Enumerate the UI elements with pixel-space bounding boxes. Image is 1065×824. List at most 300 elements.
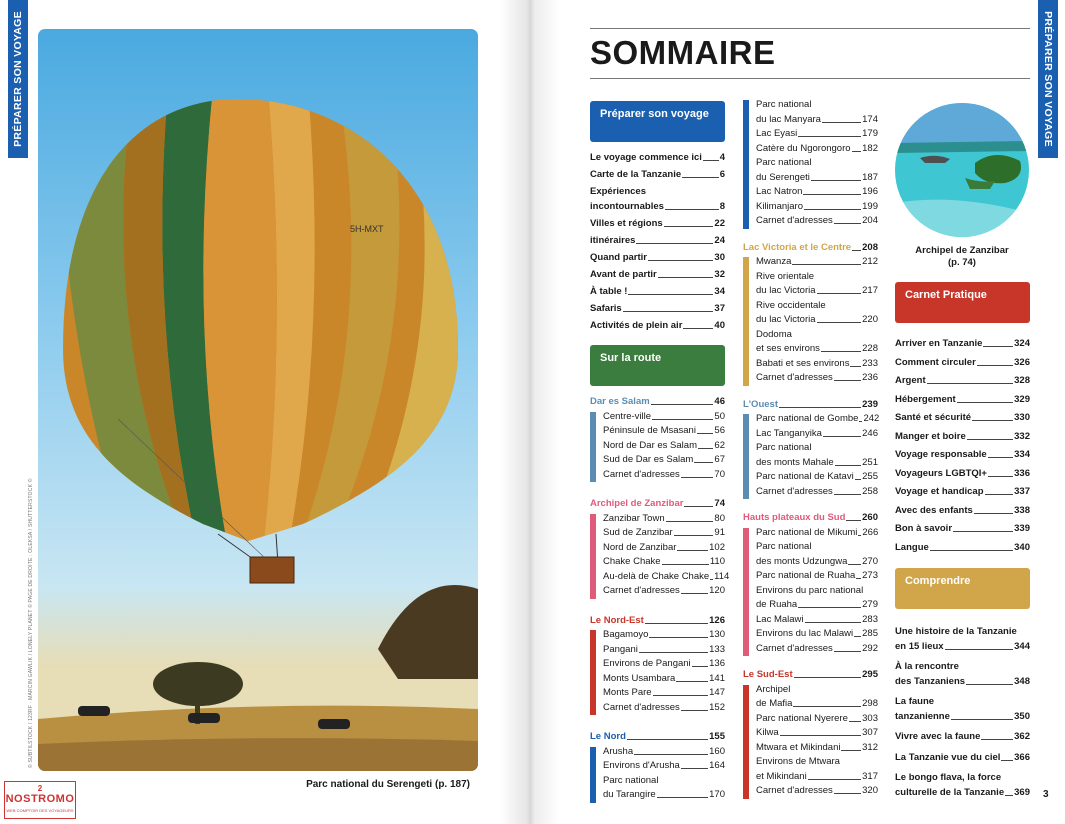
- toc-page-number: 266: [862, 526, 879, 538]
- toc-leader-dots: [694, 462, 713, 463]
- toc-entry: [895, 375, 1030, 387]
- toc-leader-dots: [858, 535, 861, 536]
- toc-leader-dots: [683, 328, 713, 329]
- toc-page-number: 329: [1014, 393, 1030, 405]
- toc-page-number: 120: [709, 585, 725, 596]
- toc-leader-dots: [856, 578, 861, 579]
- toc-page-number: 362: [1014, 731, 1030, 742]
- toc-page-number: 350: [1014, 710, 1030, 722]
- region-heading: [590, 498, 725, 510]
- toc-leader-dots: [834, 651, 861, 652]
- toc-page-number: 260: [862, 512, 878, 523]
- toc-leader-dots: [988, 457, 1013, 458]
- toc-page-number: 258: [862, 485, 878, 497]
- toc-page-number: 217: [862, 285, 878, 296]
- toc-leader-dots: [834, 223, 861, 224]
- toc-page-number: 279: [862, 599, 878, 610]
- toc-page-number: 155: [709, 731, 725, 742]
- toc-page-number: 251: [862, 456, 878, 468]
- toc-entry-title: Lac Eyasi: [756, 128, 798, 139]
- page-number: 3: [1043, 789, 1049, 800]
- toc-leader-dots: [821, 351, 861, 352]
- toc-entry-title: du Tarangire: [603, 789, 656, 800]
- toc-entry-line1: Parc national: [603, 774, 659, 786]
- toc-entry-title: Carnet d'adresses: [756, 485, 833, 497]
- toc-page-number: 339: [1014, 523, 1030, 534]
- toc-entry: [756, 457, 878, 469]
- toc-entry: [590, 201, 725, 213]
- toc-page-number: 174: [862, 113, 878, 125]
- toc-entry: [895, 676, 1030, 688]
- toc-entry-title: Monts Usambara: [603, 672, 676, 684]
- toc-leader-dots: [792, 264, 861, 265]
- toc-entry-line1: Le bongo flava, la force: [895, 772, 1002, 783]
- toc-entry-title: Carnet d'adresses: [603, 468, 680, 480]
- toc-leader-dots: [859, 421, 862, 422]
- toc-entry-line1: Parc national: [756, 442, 812, 453]
- region-color-bar: [743, 257, 749, 386]
- toc-page-number: 233: [862, 357, 878, 369]
- region-heading: [590, 731, 725, 743]
- toc-entry: [895, 338, 1030, 350]
- toc-entry-title: Santé et sécurité: [895, 412, 972, 423]
- toc-page-number: 102: [709, 541, 725, 553]
- region-color-bar: [743, 528, 749, 657]
- toc-entry-title: et Mikindani: [756, 770, 807, 782]
- toc-leader-dots: [817, 322, 862, 323]
- toc-entry-title: Parc national de Gombe: [756, 413, 859, 424]
- side-tab-right-label: PRÉPARER SON VOYAGE: [1042, 11, 1055, 147]
- toc-leader-dots: [974, 513, 1013, 514]
- toc-leader-dots: [794, 677, 862, 678]
- toc-entry-line1: Environs du parc national: [756, 584, 864, 596]
- toc-leader-dots: [985, 494, 1014, 495]
- toc-leader-dots: [945, 649, 1014, 650]
- toc-entry: [590, 303, 725, 315]
- toc-leader-dots: [983, 346, 1013, 347]
- toc-entry: [603, 746, 725, 758]
- toc-page-number: 338: [1014, 504, 1030, 516]
- toc-entry: [895, 357, 1030, 369]
- toc-entry: [895, 449, 1030, 461]
- toc-leader-dots: [957, 402, 1013, 403]
- side-tab-left-label: PRÉPARER SON VOYAGE: [12, 11, 25, 147]
- toc-entry-title: des monts Mahale: [756, 456, 834, 468]
- toc-entry: [756, 314, 878, 326]
- toc-page-number: 255: [862, 471, 878, 482]
- toc-entry-title: du Serengeti: [756, 171, 810, 183]
- photo-credit: © SUBTILSTOCK / 123RF · MARCIN GAWLIK / LONELY PLANET © PAGE DE DROITE : OLEKSA / SHUTTERSTOCK ©: [28, 478, 34, 768]
- toc-entry-title: Mwanza: [756, 256, 792, 267]
- toc-entry: [756, 486, 878, 498]
- toc-leader-dots: [658, 277, 714, 278]
- toc-page-number: 307: [862, 727, 878, 738]
- toc-entry-title: du lac Victoria: [756, 285, 816, 296]
- toc-entry-title: Voyage responsable: [895, 449, 987, 460]
- toc-page-number: 326: [1014, 356, 1030, 368]
- toc-entry-title: itinéraires: [590, 234, 636, 246]
- toc-entry-title: Le voyage commence ici: [590, 152, 702, 163]
- toc-leader-dots: [822, 122, 861, 123]
- toc-entry: [590, 235, 725, 247]
- toc-entry-title: Environs de Pangani: [603, 658, 691, 669]
- toc-page-number: 334: [1014, 449, 1030, 460]
- toc-entry: [895, 505, 1030, 517]
- toc-entry: [603, 644, 725, 656]
- toc-page-number: 152: [709, 701, 725, 713]
- side-tab-right: [1038, 0, 1058, 158]
- toc-page-number: 32: [714, 268, 725, 280]
- toc-entry: [603, 789, 725, 801]
- toc-leader-dots: [835, 465, 862, 466]
- toc-leader-dots: [967, 439, 1013, 440]
- toc-entry: [756, 285, 878, 297]
- toc-entry-title: Avec des enfants: [895, 504, 973, 516]
- zanzibar-caption: Archipel de Zanzibar (p. 74): [915, 245, 1009, 268]
- toc-entry: [895, 752, 1030, 764]
- toc-leader-dots: [634, 754, 708, 755]
- toc-entry: [590, 286, 725, 298]
- toc-entry: [895, 641, 1030, 653]
- toc-leader-dots: [639, 652, 708, 653]
- toc-page-number: 220: [862, 314, 878, 325]
- region-color-bar: [590, 630, 596, 715]
- toc-leader-dots: [649, 637, 708, 638]
- toc-leader-dots: [849, 721, 861, 722]
- toc-entry: [895, 486, 1030, 498]
- toc-entry: [603, 469, 725, 481]
- toc-leader-dots: [803, 194, 861, 195]
- toc-page-number: 332: [1014, 430, 1030, 442]
- toc-page-number: 344: [1014, 640, 1030, 652]
- region-color-bar: [743, 685, 749, 799]
- toc-entry: [603, 687, 725, 699]
- toc-entry-title: Bon à savoir: [895, 523, 953, 534]
- toc-entry-title: Avant de partir: [590, 268, 657, 280]
- toc-page-number: 179: [862, 128, 878, 139]
- toc-entry-title: Sud de Dar es Salam: [603, 454, 694, 465]
- title-rule-bottom: [590, 78, 1030, 79]
- toc-entry-line1: Environs de Mtwara: [756, 756, 840, 767]
- region-color-bar: [743, 414, 749, 499]
- toc-entry: [756, 358, 878, 370]
- toc-entry-title: Kilimanjaro: [756, 200, 803, 212]
- toc-leader-dots: [681, 477, 714, 478]
- toc-entry-title: Au-delà de Chake Chake: [603, 570, 710, 582]
- toc-leader-dots: [648, 260, 713, 261]
- toc-page-number: 292: [862, 642, 878, 654]
- toc-entry-title: en 15 lieux: [895, 640, 944, 652]
- toc-entry-title: Hauts plateaux du Sud: [743, 512, 846, 523]
- toc-entry-title: Mtwara et Mikindani: [756, 741, 841, 753]
- toc-entry: [603, 702, 725, 714]
- toc-entry-title: Voyageurs LGBTQI+: [895, 467, 987, 479]
- toc-entry-title: Parc national de Katavi: [756, 471, 854, 482]
- toc-entry-title: Zanzibar Town: [603, 512, 665, 524]
- toc-entry-title: Carnet d'adresses: [603, 701, 680, 713]
- toc-leader-dots: [834, 793, 861, 794]
- toc-entry-title: Voyage et handicap: [895, 486, 984, 497]
- toc-page-number: 46: [714, 396, 725, 407]
- toc-entry: [603, 556, 725, 568]
- toc-entry: [756, 570, 878, 582]
- toc-entry-title: Bagamoyo: [603, 629, 649, 640]
- toc-leader-dots: [682, 177, 719, 178]
- toc-leader-dots: [676, 681, 708, 682]
- region-color-bar: [590, 412, 596, 483]
- section-box-preparer: Préparer son voyage: [590, 101, 725, 142]
- toc-page-number: 187: [862, 171, 878, 183]
- toc-entry-line1: Rive orientale: [756, 270, 815, 282]
- toc-page-number: 24: [714, 234, 725, 246]
- toc-page-number: 37: [714, 302, 725, 314]
- toc-entry-title: Carnet d'adresses: [603, 585, 680, 596]
- toc-leader-dots: [817, 293, 862, 294]
- toc-leader-dots: [804, 209, 861, 210]
- nostromo-logo: 2 NOSTROMO WEB COMPTOIR DES VOYAGEURS: [4, 781, 76, 819]
- toc-entry-line1: Rive occidentale: [756, 299, 826, 311]
- toc-entry-title: Chake Chake: [603, 556, 661, 567]
- toc-leader-dots: [966, 684, 1013, 685]
- toc-entry: [756, 771, 878, 783]
- toc-entry: [756, 713, 878, 725]
- toc-page-number: 196: [862, 186, 878, 197]
- toc-entry-title: Vivre avec la faune: [895, 731, 981, 742]
- toc-page-number: 239: [862, 398, 878, 410]
- toc-page-number: 236: [862, 372, 878, 383]
- toc-entry-line1: Une histoire de la Tanzanie: [895, 626, 1017, 637]
- toc-entry-title: Carnet d'adresses: [756, 215, 833, 226]
- toc-entry-title: Hébergement: [895, 393, 956, 405]
- toc-leader-dots: [710, 579, 713, 580]
- toc-entry: [756, 643, 878, 655]
- toc-entry-title: Dar es Salam: [590, 396, 650, 407]
- toc-leader-dots: [988, 476, 1013, 477]
- toc-page-number: 285: [862, 628, 878, 639]
- toc-entry: [895, 787, 1030, 799]
- toc-entry: [590, 218, 725, 230]
- toc-entry: [895, 731, 1030, 743]
- toc-entry: [756, 428, 878, 440]
- toc-page-number: 337: [1014, 486, 1030, 497]
- balloon-illustration: [38, 29, 478, 771]
- toc-page-number: 199: [862, 200, 878, 212]
- photo-caption: Parc national du Serengeti (p. 187): [306, 779, 470, 790]
- toc-entry-title: Nord de Zanzibar: [603, 541, 677, 553]
- toc-entry-title: Monts Pare: [603, 687, 652, 698]
- toc-leader-dots: [623, 311, 714, 312]
- toc-leader-dots: [665, 209, 719, 210]
- toc-page-number: 56: [714, 425, 725, 436]
- toc-entry-title: Manger et boire: [895, 430, 966, 442]
- toc-page-number: 330: [1014, 412, 1030, 423]
- toc-entry: [756, 727, 878, 739]
- toc-entry: [603, 542, 725, 554]
- toc-entry-title: Carte de la Tanzanie: [590, 169, 682, 180]
- toc-leader-dots: [651, 404, 714, 405]
- toc-entry-title: Quand partir: [590, 251, 648, 263]
- toc-entry: [756, 413, 878, 425]
- toc-leader-dots: [645, 623, 708, 624]
- toc-entry-title: du lac Victoria: [756, 314, 816, 325]
- toc-page-number: 317: [862, 770, 878, 782]
- region-heading: [590, 396, 725, 408]
- toc-page-number: 170: [709, 789, 725, 800]
- toc-entry-title: et ses environs: [756, 343, 820, 354]
- toc-entry-line1: Dodoma: [756, 328, 792, 340]
- toc-entry-title: Comment circuler: [895, 356, 976, 368]
- toc-entry-title: À table !: [590, 285, 628, 297]
- toc-entry: [603, 527, 725, 539]
- toc-entry-line1: À la rencontre: [895, 661, 959, 672]
- toc-entry: [895, 394, 1030, 406]
- toc-entry-title: Environs du lac Malawi: [756, 628, 854, 639]
- region-heading: [743, 242, 878, 254]
- toc-entry: [756, 215, 878, 227]
- region-color-bar: [590, 747, 596, 803]
- toc-page-number: 8: [719, 200, 725, 212]
- toc-entry-title: Arriver en Tanzanie: [895, 338, 983, 349]
- toc-leader-dots: [798, 607, 861, 608]
- toc-leader-dots: [692, 666, 708, 667]
- toc-entry-title: Environs d'Arusha: [603, 760, 680, 771]
- toc-entry: [756, 785, 878, 797]
- toc-leader-dots: [779, 407, 861, 408]
- toc-entry-title: Safaris: [590, 302, 622, 314]
- section-box-pratique: Carnet Pratique: [895, 282, 1030, 323]
- toc-leader-dots: [627, 739, 708, 740]
- toc-entry-title: Parc national Nyerere: [756, 712, 848, 724]
- toc-leader-dots: [674, 535, 714, 536]
- toc-entry-title: tanzanienne: [895, 710, 950, 722]
- toc-entry-title: Villes et régions: [590, 217, 663, 229]
- toc-entry-title: Lac Malawi: [756, 613, 804, 625]
- toc-page-number: 147: [709, 687, 725, 698]
- toc-entry: [895, 711, 1030, 723]
- toc-entry: [895, 523, 1030, 535]
- toc-leader-dots: [664, 226, 714, 227]
- toc-page-number: 273: [862, 570, 878, 581]
- toc-entry: [756, 128, 878, 140]
- section-box-comprendre: Comprendre: [895, 568, 1030, 609]
- toc-page-number: 136: [709, 658, 725, 669]
- toc-entry-title: Le Nord-Est: [590, 614, 644, 626]
- toc-entry: [603, 513, 725, 525]
- toc-leader-dots: [811, 180, 861, 181]
- toc-entry: [603, 673, 725, 685]
- toc-page-number: 270: [862, 555, 878, 567]
- toc-page-number: 40: [714, 319, 725, 331]
- toc-page-number: 91: [714, 527, 725, 538]
- toc-page-number: 34: [714, 285, 725, 297]
- toc-leader-dots: [805, 622, 862, 623]
- toc-leader-dots: [697, 433, 713, 434]
- side-tab-left: [8, 0, 28, 158]
- toc-entry-title: Carnet d'adresses: [756, 642, 833, 654]
- toc-leader-dots: [852, 250, 861, 251]
- region-color-bar: [743, 100, 749, 229]
- toc-leader-dots: [972, 420, 1013, 421]
- toc-entry-title: Babati et ses environs: [756, 357, 850, 369]
- toc-entry-line1: Parc national: [756, 157, 812, 168]
- toc-entry: [756, 172, 878, 184]
- toc-entry: [895, 412, 1030, 424]
- toc-page-number: 298: [862, 698, 878, 709]
- toc-page-number: 6: [719, 169, 725, 180]
- toc-leader-dots: [850, 366, 861, 367]
- toc-entry: [590, 320, 725, 332]
- toc-entry: [590, 269, 725, 281]
- toc-page-number: 74: [714, 498, 725, 509]
- toc-leader-dots: [930, 550, 1013, 551]
- toc-page-number: 242: [863, 413, 880, 424]
- toc-page-number: 246: [862, 427, 878, 439]
- toc-entry-line1: Archipel: [756, 683, 791, 695]
- toc-entry: [756, 143, 878, 155]
- toc-entry: [603, 629, 725, 641]
- toc-entry-title: Pangani: [603, 643, 638, 655]
- toc-entry-title: Lac Victoria et le Centre: [743, 241, 852, 253]
- toc-entry-title: Parc national de Mikumi: [756, 526, 858, 538]
- region-heading: [743, 669, 878, 681]
- toc-page-number: 50: [714, 410, 725, 422]
- toc-page-number: 22: [714, 217, 725, 229]
- toc-leader-dots: [653, 695, 709, 696]
- toc-leader-dots: [681, 593, 708, 594]
- toc-entry: [895, 431, 1030, 443]
- toc-page-number: 369: [1014, 786, 1030, 798]
- toc-entry: [590, 152, 725, 164]
- toc-entry: [590, 169, 725, 181]
- toc-leader-dots: [927, 383, 1014, 384]
- toc-page-number: 320: [862, 785, 878, 796]
- toc-page-number: 336: [1014, 467, 1030, 479]
- toc-entry-title: incontournables: [590, 200, 664, 212]
- toc-page-number: 164: [709, 760, 725, 771]
- toc-entry-line1: Expériences: [590, 186, 646, 197]
- toc-leader-dots: [855, 479, 861, 480]
- region-heading: [743, 399, 878, 411]
- toc-entry-title: culturelle de la Tanzanie: [895, 786, 1005, 798]
- toc-entry: [603, 658, 725, 670]
- toc-leader-dots: [662, 564, 709, 565]
- toc-leader-dots: [681, 710, 708, 711]
- toc-entry-line1: Parc national: [756, 541, 812, 552]
- toc-leader-dots: [951, 719, 1013, 720]
- toc-leader-dots: [823, 436, 861, 437]
- toc-entry: [895, 468, 1030, 480]
- toc-entry-title: Carnet d'adresses: [756, 372, 833, 383]
- toc-leader-dots: [854, 636, 861, 637]
- toc-leader-dots: [652, 419, 713, 420]
- toc-leader-dots: [780, 735, 861, 736]
- toc-entry: [895, 542, 1030, 554]
- toc-entry: [603, 425, 725, 437]
- toc-entry-title: L'Ouest: [743, 398, 778, 410]
- toc-entry: [603, 760, 725, 772]
- toc-page-number: 30: [714, 251, 725, 263]
- toc-leader-dots: [666, 521, 714, 522]
- toc-leader-dots: [703, 160, 719, 161]
- toc-page-number: 80: [714, 512, 725, 524]
- toc-leader-dots: [834, 494, 861, 495]
- toc-leader-dots: [628, 294, 713, 295]
- zanzibar-photo: [895, 103, 1029, 237]
- toc-page-number: 208: [862, 241, 878, 253]
- region-heading: [590, 615, 725, 627]
- toc-entry-title: Lac Natron: [756, 186, 803, 197]
- toc-leader-dots: [698, 448, 713, 449]
